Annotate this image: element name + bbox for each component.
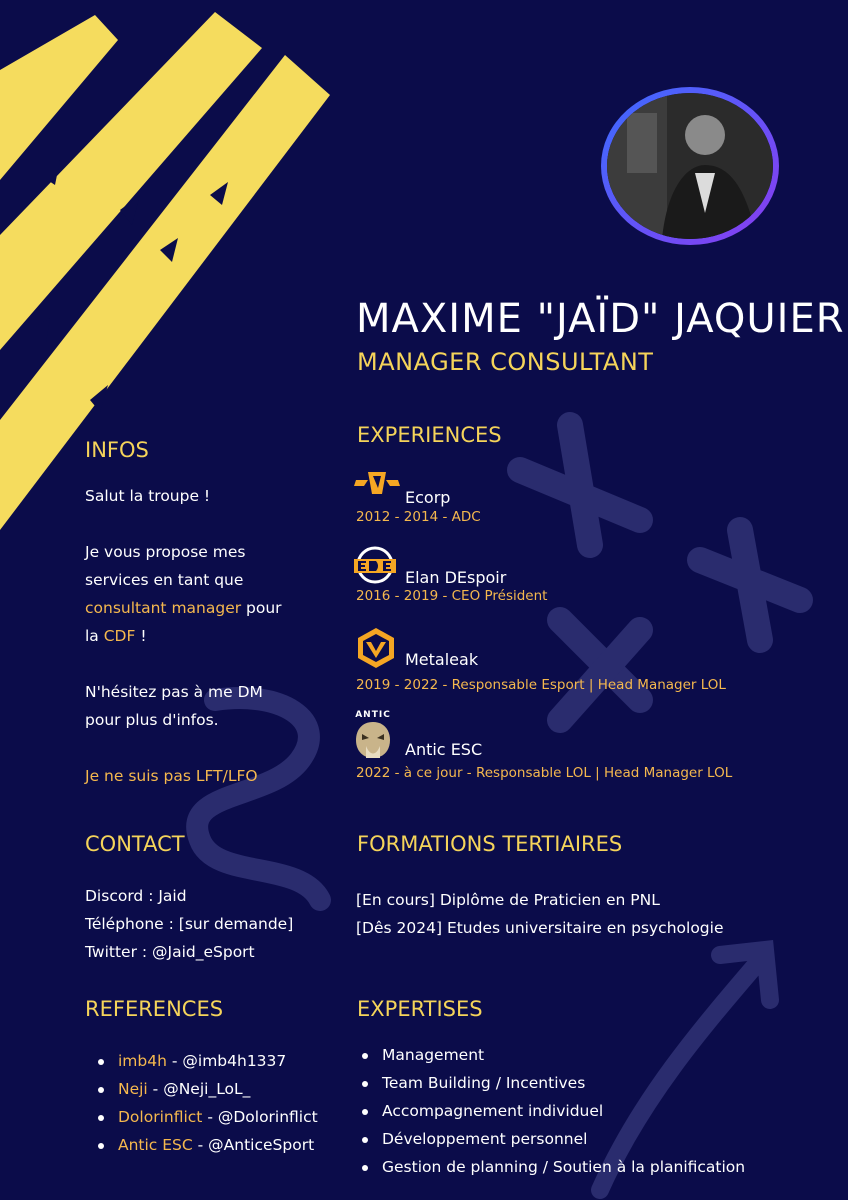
infos-line: pour plus d'infos.: [85, 711, 219, 729]
metaleak-logo-icon: [354, 626, 398, 670]
formation-item: [En cours] Diplôme de Praticien en PNL: [356, 891, 660, 909]
expertise-item: Développement personnel: [356, 1125, 745, 1153]
references-title: REFERENCES: [85, 997, 224, 1021]
experiences-title: EXPERIENCES: [357, 423, 502, 447]
experience-detail: 2016 - 2019 - CEO Président: [356, 588, 548, 604]
infos-body: [85, 482, 282, 790]
references-list: [92, 1047, 318, 1159]
avatar: [607, 93, 773, 239]
reference-item: Neji - @Neji_LoL_: [92, 1075, 318, 1103]
formations-title: FORMATIONS TERTIAIRES: [357, 832, 623, 856]
experience-name: Metaleak: [405, 650, 479, 669]
availability-status: Je ne suis pas LFT/LFO: [85, 767, 258, 785]
decor-crosses: [520, 425, 800, 720]
expertises-title: EXPERTISES: [357, 997, 483, 1021]
contact-list: [85, 882, 293, 966]
experience-detail: 2022 - à ce jour - Responsable LOL | Head Manager LOL: [356, 765, 733, 781]
infos-greeting: Salut la troupe !: [85, 487, 211, 505]
experience-name: Antic ESC: [405, 740, 483, 759]
experience-detail: 2012 - 2014 - ADC: [356, 509, 481, 525]
contact-twitter: Twitter : @Jaid_eSport: [85, 943, 255, 961]
infos-line: consultant manager pour: [85, 599, 282, 617]
avatar-frame: [601, 87, 779, 245]
infos-line: la CDF !: [85, 627, 147, 645]
contact-phone: Téléphone : [sur demande]: [85, 915, 294, 933]
ecorp-logo-icon: [354, 468, 400, 498]
antic-face-icon: [354, 720, 392, 760]
contact-title: CONTACT: [85, 832, 185, 856]
expertise-item: Gestion de planning / Soutien à la planification: [356, 1153, 745, 1181]
experience-detail: 2019 - 2022 - Responsable Esport | Head Manager LOL: [356, 677, 726, 693]
formations-list: [356, 886, 723, 942]
profile-photo-icon: [607, 93, 773, 239]
expertise-item: Team Building / Incentives: [356, 1069, 745, 1097]
infos-line: N'hésitez pas à me DM: [85, 683, 263, 701]
job-title: MANAGER CONSULTANT: [357, 348, 654, 376]
expertise-item: Management: [356, 1041, 745, 1069]
infos-title: INFOS: [85, 438, 149, 462]
yellow-brush-strokes: [0, 12, 330, 530]
infos-line: Je vous propose mes: [85, 543, 246, 561]
antic-esc-logo-icon: ANTIC: [354, 710, 392, 760]
person-name: MAXIME "JAÏD" JAQUIER: [356, 296, 845, 342]
consultant-manager-highlight: consultant manager: [85, 599, 242, 617]
elan-despoir-logo-icon: [350, 546, 400, 584]
expertise-item: Accompagnement individuel: [356, 1097, 745, 1125]
reference-item: imb4h - @imb4h1337: [92, 1047, 318, 1075]
contact-discord: Discord : Jaid: [85, 887, 187, 905]
expertises-list: [356, 1041, 745, 1181]
reference-item: Dolorinflict - @Dolorinflict: [92, 1103, 318, 1131]
formation-item: [Dês 2024] Etudes universitaire en psychologie: [356, 919, 724, 937]
experience-name: Elan DEspoir: [405, 568, 507, 587]
experience-name: Ecorp: [405, 488, 451, 507]
infos-line: services en tant que: [85, 571, 244, 589]
cdf-highlight: CDF: [103, 627, 136, 645]
reference-item: Antic ESC - @AnticeSport: [92, 1131, 318, 1159]
